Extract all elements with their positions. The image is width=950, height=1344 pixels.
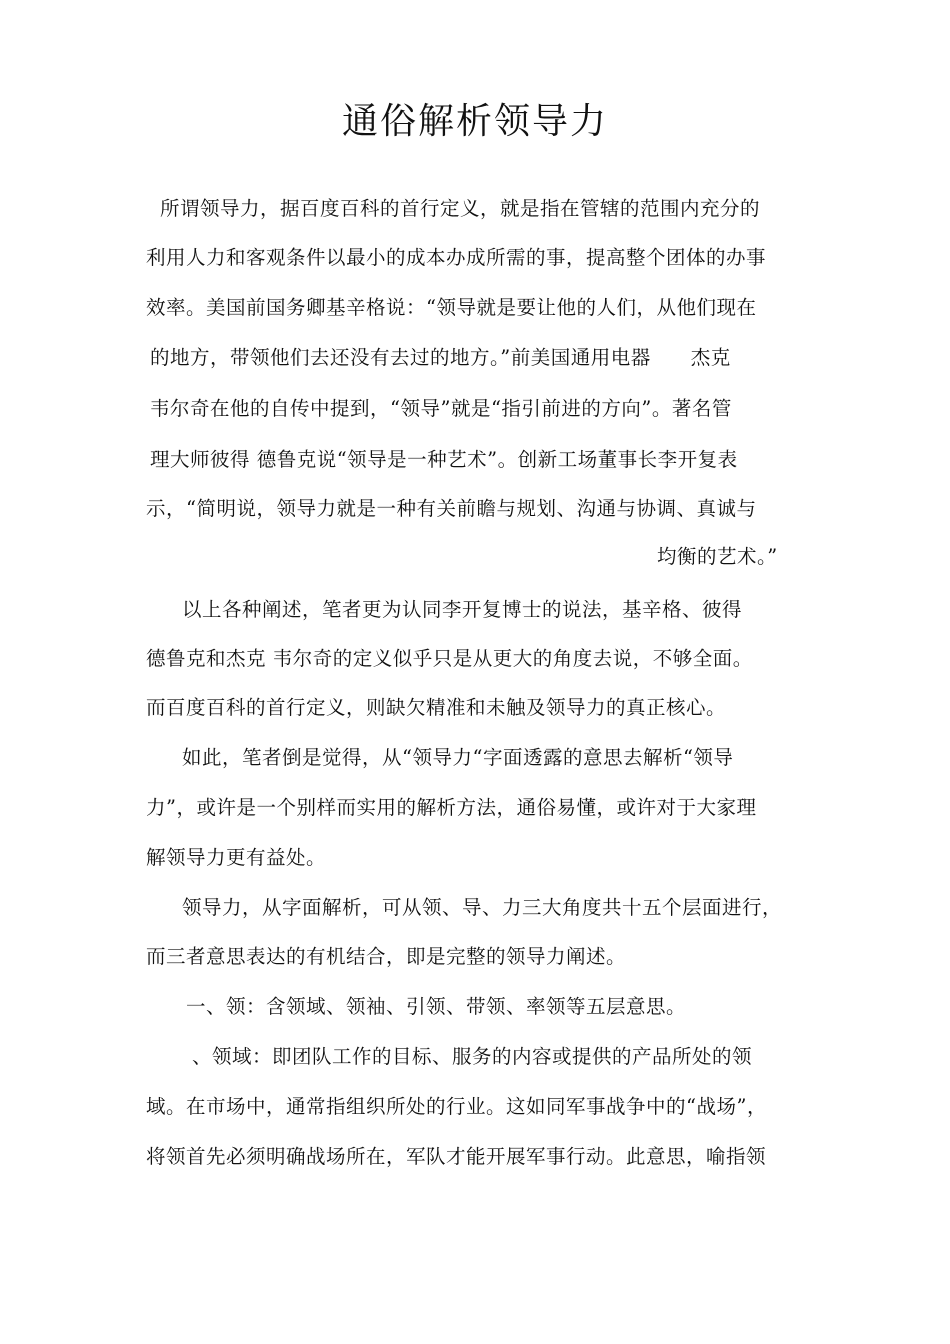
document-title: 通俗解析领导力 (341, 101, 608, 142)
paragraph-line: 示，“简明说，领导力就是一种有关前瞻与规划、沟通与协调、真诚与 (146, 497, 757, 520)
paragraph-line: 利用人力和客观条件以最小的成本办成所需的事，提高整个团体的办事 (146, 246, 767, 269)
section-heading: 一、领：含领域、领袖、引领、带领、率领等五层意思。 (186, 995, 687, 1018)
paragraph-line: 如此，笔者倒是觉得，从“领导力“字面透露的意思去解析“领导 (182, 746, 734, 769)
paragraph-line: 以上各种阐述，笔者更为认同李开复博士的说法，基辛格、彼得 (182, 598, 743, 621)
paragraph-line: 力”，或许是一个别样而实用的解析方法，通俗易懂，或许对于大家理 (146, 796, 757, 819)
paragraph-line: 而百度百科的首行定义，则缺欠精准和未触及领导力的真正核心。 (146, 696, 727, 719)
paragraph-line: 均衡的艺术。” (657, 545, 778, 568)
paragraph-line: 而三者意思表达的有机结合，即是完整的领导力阐述。 (146, 945, 627, 968)
paragraph-line: 将领首先必须明确战场所在，军队才能开展军事行动。此意思，喻指领 (146, 1145, 767, 1168)
paragraph-line: 领导力，从字面解析，可从领、导、力三大角度共十五个层面进行， (182, 896, 783, 919)
paragraph-line: 的地方，带领他们去还没有去过的地方。”前美国通用电器 杰克 (150, 346, 731, 369)
paragraph-line: 所谓领导力，据百度百科的首行定义，就是指在管辖的范围内充分的 (160, 197, 761, 220)
paragraph-line: 理大师彼得 德鲁克说“领导是一种艺术”。创新工场董事长李开复表 (150, 448, 738, 471)
paragraph-line: 域。在市场中，通常指组织所处的行业。这如同军事战争中的“战场”， (146, 1095, 767, 1118)
paragraph-line: 效率。美国前国务卿基辛格说：“领导就是要让他的人们，从他们现在 (146, 296, 757, 319)
paragraph-line: 韦尔奇在他的自传中提到，“领导”就是“指引前进的方向”。著名管 (150, 397, 732, 420)
paragraph-line: 解领导力更有益处。 (146, 846, 327, 869)
paragraph-line: 德鲁克和杰克 韦尔奇的定义似乎只是从更大的角度去说，不够全面。 (146, 647, 753, 670)
paragraph-line: 、领域：即团队工作的目标、服务的内容或提供的产品所处的领 (192, 1045, 753, 1068)
